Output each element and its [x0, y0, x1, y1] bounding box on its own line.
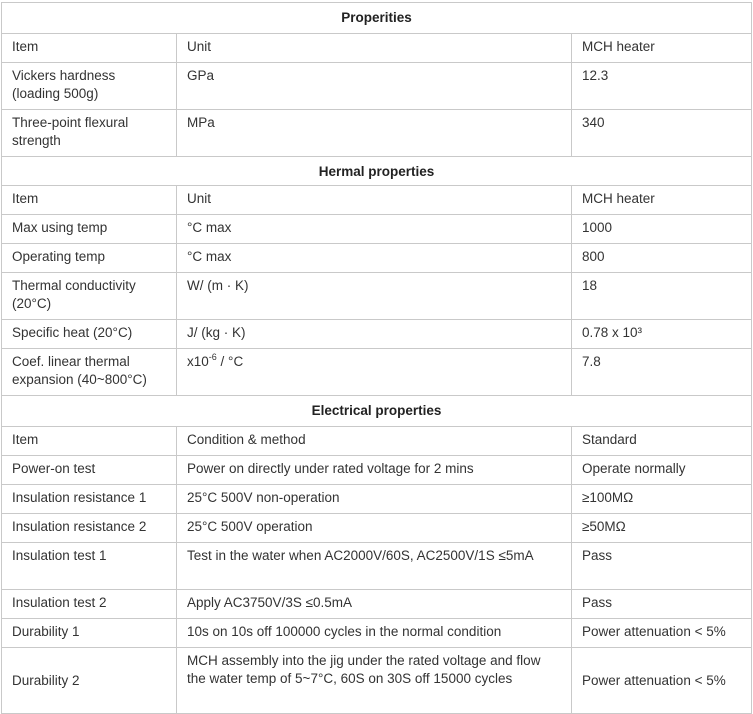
section-header-row — [2, 396, 752, 427]
column-header-item: Item — [2, 186, 177, 215]
unit-cell — [177, 349, 572, 396]
item-cell: Thermal conductivity (20°C) — [2, 273, 177, 320]
column-header-row — [2, 34, 752, 63]
section-header-row — [2, 157, 752, 186]
item-cell: Durability 2 — [2, 648, 177, 714]
unit-cell: MPa — [177, 110, 572, 157]
table-row — [2, 215, 752, 244]
condition-cell: 10s on 10s off 100000 cycles in the normal condition — [177, 619, 572, 648]
item-cell: Coef. linear thermal expansion (40~800°C) — [2, 349, 177, 396]
table-row — [2, 485, 752, 514]
table-row — [2, 110, 752, 157]
table-row — [2, 648, 752, 714]
table-row — [2, 514, 752, 543]
condition-cell: Power on directly under rated voltage for 2 mins — [177, 456, 572, 485]
standard-cell: Power attenuation < 5% — [572, 619, 752, 648]
table-row — [2, 63, 752, 110]
table-row — [2, 244, 752, 273]
item-cell: Specific heat (20°C) — [2, 320, 177, 349]
section-header-row — [2, 3, 752, 34]
unit-cell: J/ (kg · K) — [177, 320, 572, 349]
section-title-electrical: Electrical properties — [2, 396, 752, 427]
item-cell: Vickers hardness (loading 500g) — [2, 63, 177, 110]
standard-cell: Pass — [572, 590, 752, 619]
condition-cell: Test in the water when AC2000V/60S, AC2500V/1S ≤5mA — [177, 543, 572, 590]
column-header-value: MCH heater — [572, 34, 752, 63]
table-row — [2, 320, 752, 349]
column-header-item: Item — [2, 34, 177, 63]
column-header-row — [2, 186, 752, 215]
standard-cell: Pass — [572, 543, 752, 590]
column-header-value: MCH heater — [572, 186, 752, 215]
value-cell: 12.3 — [572, 63, 752, 110]
standard-cell: ≥100MΩ — [572, 485, 752, 514]
item-cell: Insulation test 2 — [2, 590, 177, 619]
column-header-condition: Condition & method — [177, 427, 572, 456]
unit-rest: / °C — [216, 354, 244, 369]
properties-table — [1, 2, 752, 714]
column-header-row — [2, 427, 752, 456]
table-row — [2, 543, 752, 590]
section-title-mechanical: Properities — [2, 3, 752, 34]
item-cell: Durability 1 — [2, 619, 177, 648]
condition-cell: 25°C 500V operation — [177, 514, 572, 543]
column-header-item: Item — [2, 427, 177, 456]
value-cell: 1000 — [572, 215, 752, 244]
item-cell: Power-on test — [2, 456, 177, 485]
section-title-thermal: Hermal properties — [2, 157, 752, 186]
item-cell: Operating temp — [2, 244, 177, 273]
standard-cell: ≥50MΩ — [572, 514, 752, 543]
standard-cell: Power attenuation < 5% — [572, 648, 752, 714]
table-row — [2, 456, 752, 485]
table-row — [2, 349, 752, 396]
value-cell: 800 — [572, 244, 752, 273]
column-header-unit: Unit — [177, 34, 572, 63]
unit-exponent: -6 — [208, 351, 217, 362]
standard-cell: Operate normally — [572, 456, 752, 485]
condition-cell: MCH assembly into the jig under the rated voltage and flow the water temp of 5~7°C, 60S on 30S off 15000 cycles — [177, 648, 572, 714]
item-cell: Insulation resistance 2 — [2, 514, 177, 543]
value-cell: 340 — [572, 110, 752, 157]
unit-cell: °C max — [177, 215, 572, 244]
value-cell: 18 — [572, 273, 752, 320]
value-cell: 0.78 x 10³ — [572, 320, 752, 349]
item-cell: Insulation test 1 — [2, 543, 177, 590]
table-row — [2, 619, 752, 648]
column-header-unit: Unit — [177, 186, 572, 215]
condition-cell: 25°C 500V non-operation — [177, 485, 572, 514]
table-row — [2, 273, 752, 320]
item-cell: Insulation resistance 1 — [2, 485, 177, 514]
value-cell: 7.8 — [572, 349, 752, 396]
condition-cell: Apply AC3750V/3S ≤0.5mA — [177, 590, 572, 619]
unit-base: x10 — [187, 354, 209, 369]
unit-cell: GPa — [177, 63, 572, 110]
unit-cell: W/ (m · K) — [177, 273, 572, 320]
column-header-standard: Standard — [572, 427, 752, 456]
unit-cell: °C max — [177, 244, 572, 273]
table-row — [2, 590, 752, 619]
item-cell: Max using temp — [2, 215, 177, 244]
item-cell: Three-point flexural strength — [2, 110, 177, 157]
